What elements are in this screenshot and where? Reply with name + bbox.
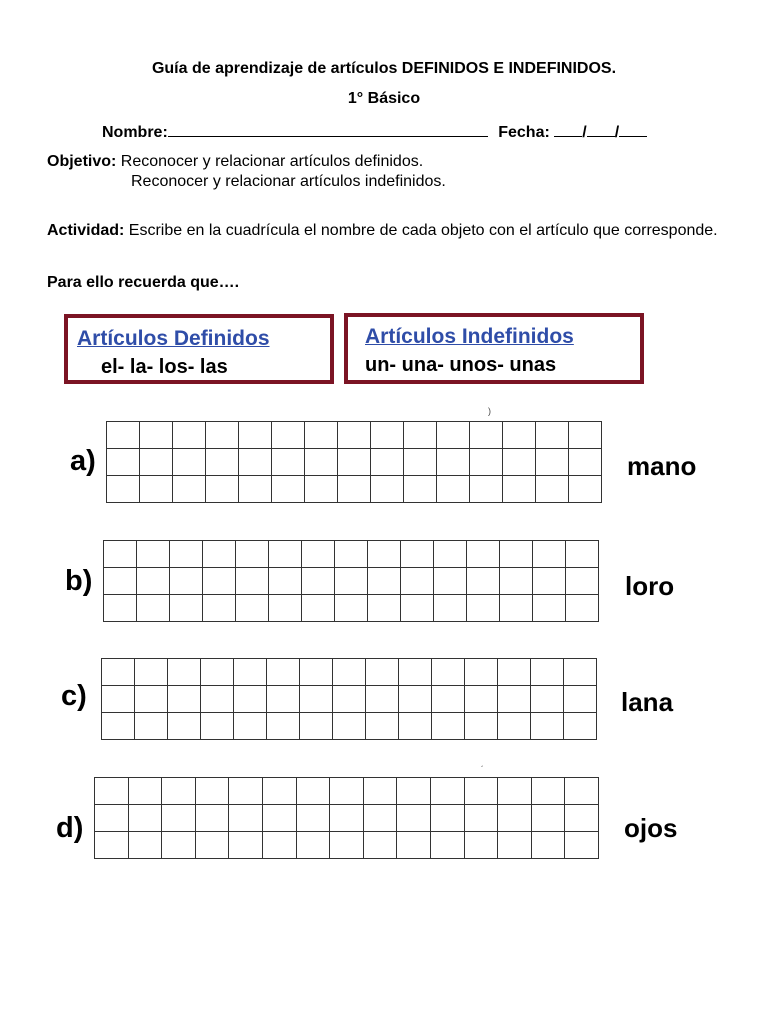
grid-cell[interactable] bbox=[565, 805, 599, 832]
stray-mark: ) bbox=[488, 406, 491, 416]
grid-cell[interactable] bbox=[135, 713, 168, 740]
grid-row bbox=[95, 832, 599, 859]
worksheet-title: Guía de aprendizaje de artículos DEFINIDOS E INDEFINIDOS. bbox=[151, 60, 617, 77]
grid-cell[interactable] bbox=[173, 422, 206, 449]
grid-cell[interactable] bbox=[432, 659, 465, 686]
grid-cell[interactable] bbox=[401, 568, 434, 595]
date-separator: / bbox=[582, 124, 587, 141]
object-word: lana bbox=[621, 687, 674, 717]
grid-cell[interactable] bbox=[330, 805, 364, 832]
grid-cell[interactable] bbox=[569, 422, 602, 449]
grid-cell[interactable] bbox=[470, 476, 503, 503]
grid-cell[interactable] bbox=[432, 713, 465, 740]
grid-row bbox=[104, 595, 599, 622]
grid-cell[interactable] bbox=[236, 541, 269, 568]
grid-cell[interactable] bbox=[267, 686, 300, 713]
grid-cell[interactable] bbox=[267, 659, 300, 686]
grid-cell[interactable] bbox=[203, 568, 236, 595]
indefinite-articles-title: Artículos Indefinidos bbox=[365, 325, 574, 348]
grid-row bbox=[107, 449, 602, 476]
grid-cell[interactable] bbox=[305, 449, 338, 476]
grid-cell[interactable] bbox=[498, 686, 531, 713]
grid-cell[interactable] bbox=[503, 422, 536, 449]
grid-cell[interactable] bbox=[335, 568, 368, 595]
grid-cell[interactable] bbox=[102, 713, 135, 740]
grid-cell[interactable] bbox=[135, 659, 168, 686]
grid-cell[interactable] bbox=[269, 541, 302, 568]
grid-cell[interactable] bbox=[201, 659, 234, 686]
indefinite-articles-box bbox=[344, 313, 644, 384]
grid-cell[interactable] bbox=[302, 595, 335, 622]
grid-cell[interactable] bbox=[397, 832, 431, 859]
exercise-letter: d) bbox=[56, 812, 84, 844]
grid-cell[interactable] bbox=[302, 568, 335, 595]
grid-cell[interactable] bbox=[335, 595, 368, 622]
grid-cell[interactable] bbox=[128, 778, 162, 805]
grid-cell[interactable] bbox=[239, 476, 272, 503]
grid-cell[interactable] bbox=[162, 832, 196, 859]
grid-cell[interactable] bbox=[203, 595, 236, 622]
grid-cell[interactable] bbox=[430, 805, 464, 832]
grid-cell[interactable] bbox=[95, 778, 129, 805]
grid-cell[interactable] bbox=[135, 686, 168, 713]
object-word: mano bbox=[627, 451, 697, 481]
grid-cell[interactable] bbox=[267, 713, 300, 740]
grid-cell[interactable] bbox=[262, 778, 296, 805]
indefinite-articles-list: un- una- unos- unas bbox=[365, 354, 557, 376]
grid-cell[interactable] bbox=[104, 595, 137, 622]
grid-row bbox=[107, 476, 602, 503]
grid-cell[interactable] bbox=[401, 541, 434, 568]
grid-cell[interactable] bbox=[330, 832, 364, 859]
exercise-letter: b) bbox=[65, 565, 93, 597]
grid-cell[interactable] bbox=[170, 568, 203, 595]
definite-articles-box bbox=[64, 314, 334, 384]
grid-cell[interactable] bbox=[234, 686, 267, 713]
objective-label: Objetivo: bbox=[47, 153, 117, 170]
writing-grid[interactable] bbox=[106, 421, 602, 503]
grid-cell[interactable] bbox=[536, 476, 569, 503]
grid-cell[interactable] bbox=[363, 832, 397, 859]
grid-cell[interactable] bbox=[330, 778, 364, 805]
grid-cell[interactable] bbox=[371, 476, 404, 503]
grid-cell[interactable] bbox=[162, 778, 196, 805]
grid-cell[interactable] bbox=[104, 541, 137, 568]
grid-cell[interactable] bbox=[434, 568, 467, 595]
grid-cell[interactable] bbox=[168, 713, 201, 740]
grid-row bbox=[95, 778, 599, 805]
object-word: loro bbox=[625, 571, 675, 601]
grid-cell[interactable] bbox=[498, 713, 531, 740]
date-year-blank[interactable] bbox=[619, 122, 647, 137]
reminder-text: Para ello recuerda que…. bbox=[47, 274, 240, 291]
grid-cell[interactable] bbox=[206, 476, 239, 503]
grid-cell[interactable] bbox=[203, 541, 236, 568]
definite-articles-list: el- la- los- las bbox=[101, 356, 228, 378]
grid-cell[interactable] bbox=[371, 449, 404, 476]
grid-cell[interactable] bbox=[338, 476, 371, 503]
grid-cell[interactable] bbox=[569, 449, 602, 476]
grid-cell[interactable] bbox=[366, 659, 399, 686]
objective-block bbox=[47, 152, 446, 192]
name-date-line bbox=[102, 122, 647, 142]
grid-cell[interactable] bbox=[333, 659, 366, 686]
date-label: Fecha: bbox=[498, 124, 550, 141]
activity-block bbox=[47, 220, 721, 242]
date-month-blank[interactable] bbox=[587, 122, 615, 137]
grid-cell[interactable] bbox=[430, 832, 464, 859]
grid-cell[interactable] bbox=[234, 713, 267, 740]
grid-cell[interactable] bbox=[272, 476, 305, 503]
grid-cell[interactable] bbox=[401, 595, 434, 622]
grid-cell[interactable] bbox=[140, 449, 173, 476]
grid-cell[interactable] bbox=[107, 422, 140, 449]
activity-text: Escribe en la cuadrícula el nombre de cada objeto con el artículo que corresponde. bbox=[128, 222, 718, 239]
grid-cell[interactable] bbox=[437, 422, 470, 449]
grid-cell[interactable] bbox=[333, 686, 366, 713]
grid-cell[interactable] bbox=[296, 805, 330, 832]
grid-row bbox=[104, 568, 599, 595]
grid-cell[interactable] bbox=[102, 686, 135, 713]
grid-cell[interactable] bbox=[566, 568, 599, 595]
grid-cell[interactable] bbox=[498, 778, 532, 805]
grid-cell[interactable] bbox=[467, 568, 500, 595]
grid-cell[interactable] bbox=[434, 541, 467, 568]
grid-row bbox=[104, 541, 599, 568]
grid-cell[interactable] bbox=[500, 568, 533, 595]
grid-cell[interactable] bbox=[168, 659, 201, 686]
grid-cell[interactable] bbox=[432, 686, 465, 713]
grid-cell[interactable] bbox=[397, 778, 431, 805]
grid-cell[interactable] bbox=[465, 713, 498, 740]
exercise-letter: c) bbox=[61, 680, 87, 712]
grid-cell[interactable] bbox=[173, 476, 206, 503]
grid-cell[interactable] bbox=[104, 568, 137, 595]
grid-cell[interactable] bbox=[170, 595, 203, 622]
grid-cell[interactable] bbox=[269, 568, 302, 595]
definite-articles-title: Artículos Definidos bbox=[77, 327, 270, 350]
grid-cell[interactable] bbox=[467, 541, 500, 568]
grid-cell[interactable] bbox=[569, 476, 602, 503]
grid-cell[interactable] bbox=[140, 422, 173, 449]
grid-cell[interactable] bbox=[531, 832, 565, 859]
grid-cell[interactable] bbox=[533, 568, 566, 595]
grid-cell[interactable] bbox=[366, 713, 399, 740]
grid-cell[interactable] bbox=[229, 832, 263, 859]
grid-cell[interactable] bbox=[533, 541, 566, 568]
grid-cell[interactable] bbox=[531, 713, 564, 740]
grid-cell[interactable] bbox=[564, 659, 597, 686]
grid-cell[interactable] bbox=[107, 476, 140, 503]
grid-cell[interactable] bbox=[565, 832, 599, 859]
grid-cell[interactable] bbox=[397, 805, 431, 832]
grid-cell[interactable] bbox=[399, 713, 432, 740]
grid-cell[interactable] bbox=[368, 568, 401, 595]
grid-cell[interactable] bbox=[465, 659, 498, 686]
writing-grid[interactable] bbox=[94, 777, 599, 859]
grid-cell[interactable] bbox=[566, 541, 599, 568]
grid-cell[interactable] bbox=[363, 778, 397, 805]
grid-cell[interactable] bbox=[464, 832, 498, 859]
grid-cell[interactable] bbox=[498, 659, 531, 686]
grid-cell[interactable] bbox=[137, 568, 170, 595]
grid-cell[interactable] bbox=[371, 422, 404, 449]
grid-cell[interactable] bbox=[162, 805, 196, 832]
grid-cell[interactable] bbox=[564, 686, 597, 713]
grid-cell[interactable] bbox=[239, 449, 272, 476]
grid-cell[interactable] bbox=[464, 778, 498, 805]
grid-cell[interactable] bbox=[470, 422, 503, 449]
grid-cell[interactable] bbox=[404, 422, 437, 449]
grid-cell[interactable] bbox=[272, 422, 305, 449]
grid-cell[interactable] bbox=[434, 595, 467, 622]
grid-cell[interactable] bbox=[195, 778, 229, 805]
grid-cell[interactable] bbox=[566, 595, 599, 622]
grid-cell[interactable] bbox=[234, 659, 267, 686]
grid-cell[interactable] bbox=[464, 805, 498, 832]
grid-row bbox=[102, 713, 597, 740]
grid-cell[interactable] bbox=[300, 713, 333, 740]
grid-cell[interactable] bbox=[236, 568, 269, 595]
grid-cell[interactable] bbox=[500, 595, 533, 622]
grid-cell[interactable] bbox=[437, 476, 470, 503]
grid-cell[interactable] bbox=[366, 686, 399, 713]
grid-cell[interactable] bbox=[296, 832, 330, 859]
grid-cell[interactable] bbox=[470, 449, 503, 476]
objective-line-1: Reconocer y relacionar artículos definidos. bbox=[120, 153, 424, 170]
grid-cell[interactable] bbox=[335, 541, 368, 568]
grid-cell[interactable] bbox=[338, 449, 371, 476]
grid-cell[interactable] bbox=[206, 449, 239, 476]
grid-cell[interactable] bbox=[300, 686, 333, 713]
grid-cell[interactable] bbox=[503, 449, 536, 476]
grid-cell[interactable] bbox=[296, 778, 330, 805]
grid-cell[interactable] bbox=[404, 449, 437, 476]
grid-cell[interactable] bbox=[102, 659, 135, 686]
grid-cell[interactable] bbox=[195, 805, 229, 832]
grid-cell[interactable] bbox=[305, 476, 338, 503]
object-word: ojos bbox=[624, 813, 678, 843]
grid-cell[interactable] bbox=[500, 541, 533, 568]
grid-cell[interactable] bbox=[173, 449, 206, 476]
grid-cell[interactable] bbox=[531, 686, 564, 713]
grid-cell[interactable] bbox=[467, 595, 500, 622]
grid-cell[interactable] bbox=[107, 449, 140, 476]
grid-cell[interactable] bbox=[498, 805, 532, 832]
grid-cell[interactable] bbox=[206, 422, 239, 449]
grid-row bbox=[102, 686, 597, 713]
grid-cell[interactable] bbox=[363, 805, 397, 832]
grid-cell[interactable] bbox=[399, 659, 432, 686]
grid-cell[interactable] bbox=[201, 713, 234, 740]
grid-cell[interactable] bbox=[536, 422, 569, 449]
grid-cell[interactable] bbox=[565, 778, 599, 805]
grid-cell[interactable] bbox=[302, 541, 335, 568]
grid-cell[interactable] bbox=[168, 686, 201, 713]
writing-grid[interactable] bbox=[103, 540, 599, 622]
grid-cell[interactable] bbox=[399, 686, 432, 713]
date-separator: / bbox=[614, 124, 620, 141]
grid-cell[interactable] bbox=[503, 476, 536, 503]
grid-cell[interactable] bbox=[437, 449, 470, 476]
grid-cell[interactable] bbox=[465, 686, 498, 713]
grid-cell[interactable] bbox=[137, 595, 170, 622]
grid-cell[interactable] bbox=[404, 476, 437, 503]
grid-cell[interactable] bbox=[128, 832, 162, 859]
name-blank[interactable] bbox=[168, 122, 488, 137]
grid-cell[interactable] bbox=[269, 595, 302, 622]
grid-cell[interactable] bbox=[262, 805, 296, 832]
grid-cell[interactable] bbox=[531, 805, 565, 832]
grid-cell[interactable] bbox=[236, 595, 269, 622]
grid-cell[interactable] bbox=[338, 422, 371, 449]
grid-cell[interactable] bbox=[95, 832, 129, 859]
grid-row bbox=[95, 805, 599, 832]
grid-cell[interactable] bbox=[229, 778, 263, 805]
grid-cell[interactable] bbox=[137, 541, 170, 568]
grid-cell[interactable] bbox=[128, 805, 162, 832]
grid-cell[interactable] bbox=[531, 659, 564, 686]
grid-cell[interactable] bbox=[239, 422, 272, 449]
grid-cell[interactable] bbox=[368, 541, 401, 568]
grid-cell[interactable] bbox=[140, 476, 173, 503]
grid-cell[interactable] bbox=[533, 595, 566, 622]
grade-level: 1° Básico bbox=[347, 90, 421, 107]
writing-grid[interactable] bbox=[101, 658, 597, 740]
grid-cell[interactable] bbox=[229, 805, 263, 832]
grid-cell[interactable] bbox=[170, 541, 203, 568]
grid-cell[interactable] bbox=[195, 832, 229, 859]
grid-cell[interactable] bbox=[564, 713, 597, 740]
grid-cell[interactable] bbox=[262, 832, 296, 859]
grid-row bbox=[102, 659, 597, 686]
grid-cell[interactable] bbox=[95, 805, 129, 832]
exercise-letter: a) bbox=[70, 445, 96, 477]
grid-cell[interactable] bbox=[333, 713, 366, 740]
date-day-blank[interactable] bbox=[554, 122, 582, 137]
grid-cell[interactable] bbox=[531, 778, 565, 805]
grid-cell[interactable] bbox=[272, 449, 305, 476]
name-label: Nombre: bbox=[102, 124, 168, 141]
objective-line-2: Reconocer y relacionar artículos indefinidos. bbox=[131, 173, 446, 190]
activity-label: Actividad: bbox=[47, 222, 125, 239]
grid-cell[interactable] bbox=[368, 595, 401, 622]
grid-cell[interactable] bbox=[305, 422, 338, 449]
grid-row bbox=[107, 422, 602, 449]
grid-cell[interactable] bbox=[201, 686, 234, 713]
grid-cell[interactable] bbox=[498, 832, 532, 859]
grid-cell[interactable] bbox=[430, 778, 464, 805]
grid-cell[interactable] bbox=[536, 449, 569, 476]
grid-cell[interactable] bbox=[300, 659, 333, 686]
